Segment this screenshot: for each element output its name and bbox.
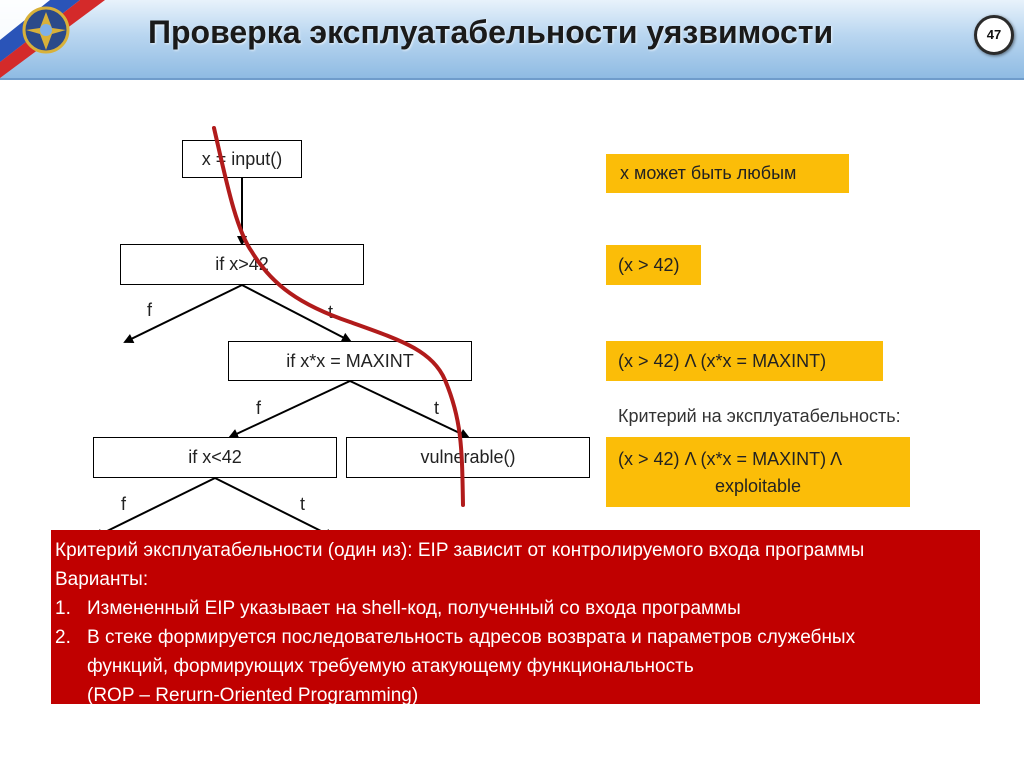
edge-label-ifmax-t: t — [434, 398, 440, 418]
note-item-2-rop: (ROP – Rerurn-Oriented Programming) — [87, 685, 419, 704]
edge-label-ifmax-f: f — [256, 398, 262, 418]
node-if-gt-42: if x>42 — [120, 244, 364, 285]
constraint-gt-42: (x > 42) — [606, 245, 701, 285]
page-title: Проверка эксплуатабельности уязвимости — [148, 14, 834, 50]
criterion-label: Критерий на эксплуатабельность: — [618, 406, 901, 426]
note-item-2-number: 2. — [55, 627, 71, 648]
note-item-2-cont: функций, формирующих требуемую атакующему функциональность — [87, 656, 694, 677]
edge-label-iflt-f: f — [121, 494, 127, 514]
node-input: x = input() — [182, 140, 302, 178]
node-vulnerable: vulnerable() — [346, 437, 590, 478]
note-item-1-text: Измененный EIP указывает на shell-код, полученный со входа программы — [87, 598, 741, 619]
node-if-maxint: if x*x = MAXINT — [228, 341, 472, 381]
edge-label-iflt-t: t — [300, 494, 306, 514]
edge-label-if42-f: f — [147, 300, 153, 320]
criterion-note — [51, 530, 980, 704]
note-line-1: Критерий эксплуатабельности (один из): EIP зависит от контролируемого входа программы — [55, 540, 865, 561]
constraint-exploitable — [606, 437, 910, 507]
note-line-2: Варианты: — [55, 569, 149, 590]
page-number-badge: 47 — [974, 15, 1014, 55]
constraint-maxint: (x > 42) Λ (x*x = MAXINT) — [606, 341, 883, 381]
node-if-lt-42: if x<42 — [93, 437, 337, 478]
execution-path-curve — [214, 128, 463, 505]
constraint-any: x может быть любым — [606, 154, 849, 193]
constraint-exploitable-line2: exploitable — [714, 476, 802, 496]
edge-label-if42-t: t — [328, 302, 334, 322]
constraint-exploitable-line1: (x > 42) Λ (x*x = MAXINT) Λ — [618, 449, 843, 469]
note-item-2-text: В стеке формируется последовательность адресов возврата и параметров служебных — [87, 627, 856, 648]
note-item-1-number: 1. — [55, 598, 71, 619]
note-item-1 — [55, 594, 980, 623]
note-item-2 — [55, 623, 980, 652]
